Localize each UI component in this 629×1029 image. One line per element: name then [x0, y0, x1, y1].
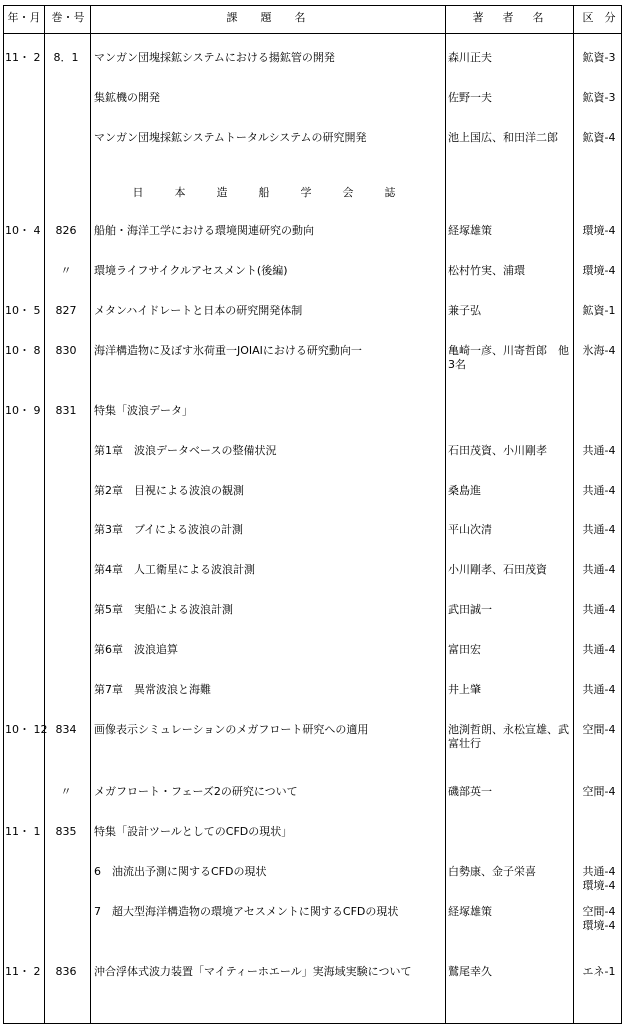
row-title: 第3章 ブイによる波浪の計測 [94, 523, 244, 536]
row-category: 空間-4 [582, 723, 616, 736]
row-category: 共通-4 [582, 603, 616, 616]
row-date: 10・ 12 [5, 723, 48, 736]
row-title: 第4章 人工衛星による波浪計測 [94, 563, 255, 576]
row-date: 10・ 9 [5, 404, 41, 417]
row-title: 特集「設計ツールとしてのCFDの現状」 [94, 825, 293, 838]
row-author: 経塚雄策 [448, 224, 492, 237]
row-author: 佐野一夫 [448, 91, 492, 104]
row-title: 海洋構造物に及ぼす氷荷重一JOIAIにおける研究動向一 [94, 344, 362, 357]
row-category: 共通-4 [582, 563, 616, 576]
row-volume: 〃 [60, 264, 72, 277]
row-volume: 834 [55, 723, 77, 736]
row-author: 池渕哲朗、永松宣雄、武富壮行 [448, 723, 569, 750]
column-divider [90, 5, 91, 1024]
row-category: 共通-4 [582, 523, 616, 536]
row-category: 共通-4 [582, 643, 616, 656]
row-date: 11・ 1 [5, 825, 41, 838]
header-author: 著 者 名 [472, 11, 548, 24]
row-title: 沖合浮体式波力装置「マイティーホエール」実海域実験について [94, 965, 412, 978]
row-author: 経塚雄策 [448, 905, 492, 918]
row-volume: 830 [55, 344, 77, 357]
row-title: 第5章 実船による波浪計測 [94, 603, 233, 616]
row-title: 集鉱機の開発 [94, 91, 160, 104]
row-author: 石田茂資、小川剛孝 [448, 444, 547, 457]
row-author: 亀崎一彦、川寄哲郎 他3名 [448, 344, 569, 371]
row-date: 11・ 2 [5, 965, 41, 978]
column-divider [573, 5, 574, 1024]
row-category: 環境-4 [582, 264, 616, 277]
row-volume: 〃 [60, 785, 72, 798]
row-category: 鉱資-1 [582, 304, 616, 317]
row-volume: 835 [55, 825, 77, 838]
row-author: 井上肇 [448, 683, 481, 696]
row-author: 富田宏 [448, 643, 481, 656]
section-heading: 日 本 造 船 学 会 誌 [132, 186, 406, 199]
column-divider [44, 5, 45, 1024]
row-date: 10・ 8 [5, 344, 41, 357]
row-date: 10・ 4 [5, 224, 41, 237]
row-volume: 826 [55, 224, 77, 237]
row-author: 森川正夫 [448, 51, 492, 64]
row-category: 共通-4 環境-4 [582, 865, 616, 892]
row-author: 武田誠一 [448, 603, 492, 616]
row-title: 第7章 異常波浪と海難 [94, 683, 211, 696]
row-author: 桑島進 [448, 484, 481, 497]
row-date: 10・ 5 [5, 304, 41, 317]
row-category: 空間-4 環境-4 [582, 905, 616, 932]
column-divider [445, 5, 446, 1024]
row-title: 第6章 波浪追算 [94, 643, 178, 656]
header-volume: 巻・号 [51, 11, 85, 24]
row-title: メガフロート・フェーズ2の研究について [94, 785, 298, 798]
row-category: 共通-4 [582, 484, 616, 497]
row-volume: 8．1 [53, 51, 79, 64]
row-title: マンガン団塊採鉱システムにおける揚鉱管の開発 [94, 51, 335, 64]
row-author: 池上国広、和田洋二郎 [448, 131, 558, 144]
row-author: 白勢康、金子栄喜 [448, 865, 536, 878]
row-volume: 836 [55, 965, 77, 978]
row-category: 共通-4 [582, 683, 616, 696]
row-author: 磯部英一 [448, 785, 492, 798]
row-title: 特集「波浪データ」 [94, 404, 193, 417]
row-date: 11・ 2 [5, 51, 41, 64]
row-author: 平山次清 [448, 523, 492, 536]
row-category: 鉱資-3 [582, 51, 616, 64]
row-title: 6 油流出予測に関するCFDの現状 [94, 865, 267, 878]
row-author: 松村竹実、浦環 [448, 264, 525, 277]
row-category: 空間-4 [582, 785, 616, 798]
header-title: 課 題 名 [226, 11, 312, 24]
row-author: 小川剛孝、石田茂資 [448, 563, 547, 576]
row-title: 環境ライフサイクルアセスメント(後編) [94, 264, 288, 277]
row-category: 氷海-4 [582, 344, 616, 357]
row-title: 7 超大型海洋構造物の環境アセスメントに関するCFDの現状 [94, 905, 399, 918]
row-category: エネ-1 [582, 965, 616, 978]
header-category: 区 分 [582, 11, 616, 24]
row-category: 環境-4 [582, 224, 616, 237]
header-date: 年・月 [7, 11, 41, 24]
row-category: 鉱資-4 [582, 131, 616, 144]
row-volume: 831 [55, 404, 77, 417]
row-volume: 827 [55, 304, 77, 317]
row-title: 第2章 目視による波浪の観測 [94, 484, 244, 497]
header-divider [3, 33, 622, 34]
row-title: マンガン団塊採鉱システムトータルシステムの研究開発 [94, 131, 367, 144]
row-category: 共通-4 [582, 444, 616, 457]
row-title: メタンハイドレートと日本の研究開発体制 [94, 304, 303, 317]
row-author: 鷲尾幸久 [448, 965, 492, 978]
row-title: 画像表示シミュレーションのメガフロート研究への適用 [94, 723, 369, 736]
row-author: 兼子弘 [448, 304, 481, 317]
row-category: 鉱資-3 [582, 91, 616, 104]
row-title: 第1章 波浪データベースの整備状況 [94, 444, 277, 457]
row-title: 船舶・海洋工学における環境関連研究の動向 [94, 224, 314, 237]
